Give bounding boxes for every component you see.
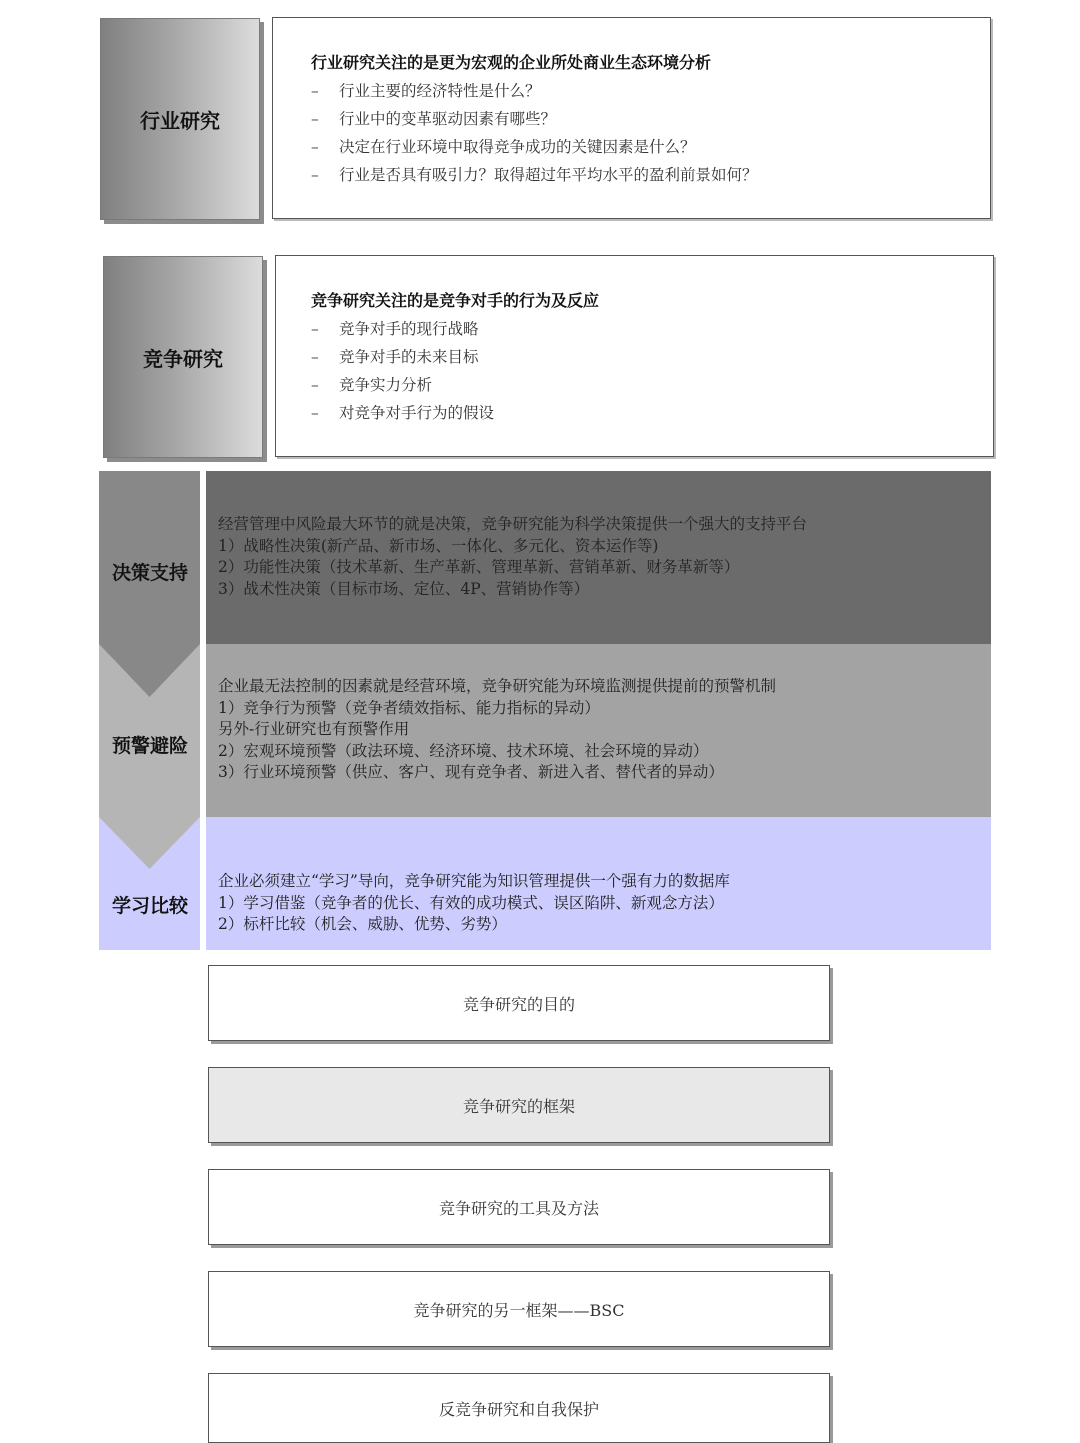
list-item: – 竞争实力分析 <box>311 376 433 394</box>
topic-bsc-box[interactable]: 竞争研究的另一框架——BSC <box>208 1271 830 1347</box>
industry-label: 行业研究 <box>140 108 220 133</box>
purpose-label-warning: 预警避险 <box>111 735 188 757</box>
purpose-label-decision: 决策支持 <box>111 562 188 584</box>
list-item: – 竞争对手的现行战略 <box>311 320 479 338</box>
purpose-text-decision: 经营管理中风险最大环节的就是决策，竞争研究能为科学决策提供一个强大的支持平台 1）战略性决策(新产品、新市场、一体化、多元化、资本运作等) 2）功能性决策（技术革新、生产革新、管理革新、营销革新、财务革新等） 3）战术性决策（目标市场、定位、4P、营销协作等） <box>218 515 808 598</box>
competition-label: 竞争研究 <box>143 346 223 371</box>
purpose-label-learning: 学习比较 <box>111 895 188 917</box>
industry-heading: 行业研究关注的是更为宏观的企业所处商业生态环境分析 <box>311 53 712 72</box>
list-item: – 行业是否具有吸引力？取得超过年平均水平的盈利前景如何？ <box>311 166 758 184</box>
list-item: – 行业主要的经济特性是什么？ <box>311 82 541 100</box>
purpose-text-learning: 企业必须建立“学习”导向，竞争研究能为知识管理提供一个强有力的数据库 1）学习借鉴（竞争者的优长、有效的成功模式、误区陷阱、新观念方法） 2）标杆比较（机会、威胁、优势、劣势） <box>218 872 730 933</box>
topic-framework-box[interactable]: 竞争研究的框架 <box>208 1067 830 1143</box>
purpose-text-warning: 企业最无法控制的因素就是经营环境，竞争研究能为环境监测提供提前的预警机制 1）竞争行为预警（竞争者绩效指标、能力指标的异动） 另外-行业研究也有预警作用 2）宏观环境预警（政法环境、经济环境、技术环境、社会环境的异动） 3）行业环境预警（供应、客户、现有竞争者、新进入者、替代者的异动） <box>218 677 777 781</box>
list-item: – 竞争对手的未来目标 <box>311 348 479 366</box>
competition-heading: 竞争研究关注的是竞争对手的行为及反应 <box>311 291 600 310</box>
list-item: – 对竞争对手行为的假设 <box>311 404 495 422</box>
topic-purpose-box[interactable]: 竞争研究的目的 <box>208 965 830 1041</box>
list-item: – 决定在行业环境中取得竞争成功的关键因素是什么？ <box>311 138 696 156</box>
topic-tools-box[interactable]: 竞争研究的工具及方法 <box>208 1169 830 1245</box>
list-item: – 行业中的变革驱动因素有哪些？ <box>311 110 557 128</box>
topic-counter-box[interactable]: 反竞争研究和自我保护 <box>208 1373 830 1443</box>
